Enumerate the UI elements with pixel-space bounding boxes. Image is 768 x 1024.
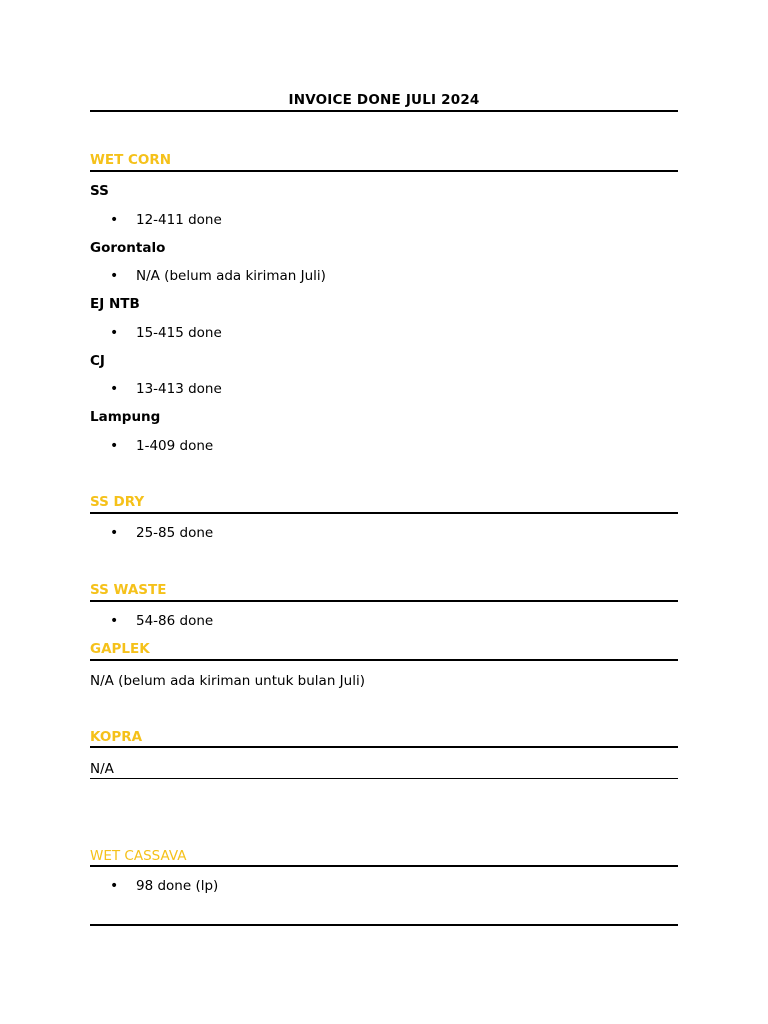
bullet-icon: • (110, 381, 119, 397)
list-item (110, 878, 218, 894)
bullet-icon: • (110, 613, 119, 629)
section-divider (90, 600, 678, 602)
list-item-text: 1-409 done (136, 438, 214, 454)
group-label-lampung: Lampung (90, 409, 161, 425)
group-label-cj: CJ (90, 353, 105, 369)
group-label-gorontalo: Gorontalo (90, 240, 166, 256)
bullet-icon: • (110, 525, 119, 541)
section-heading-kopra: KOPRA (90, 729, 143, 745)
gaplek-text: N/A (belum ada kiriman untuk bulan Juli) (90, 673, 365, 689)
bullet-icon: • (110, 438, 119, 454)
list-item-text: N/A (belum ada kiriman Juli) (136, 268, 326, 284)
group-label-ss: SS (90, 183, 109, 199)
list-item (110, 325, 222, 341)
list-item (110, 613, 213, 629)
list-item-text: 25-85 done (136, 525, 214, 541)
page-title: INVOICE DONE JULI 2024 (288, 92, 480, 108)
section-heading-ss-waste: SS WASTE (90, 582, 167, 598)
section-heading-wet-corn: WET CORN (90, 152, 172, 168)
bullet-icon: • (110, 268, 119, 284)
section-heading-ss-dry: SS DRY (90, 494, 145, 510)
end-divider (90, 924, 678, 926)
list-item-text: 12-411 done (136, 212, 222, 228)
kopra-underline (90, 778, 678, 779)
kopra-text: N/A (90, 761, 114, 777)
section-heading-wet-cassava: WET CASSAVA (90, 848, 187, 864)
list-item-text: 13-413 done (136, 381, 222, 397)
group-label-ej-ntb: EJ NTB (90, 296, 140, 312)
list-item-text: 54-86 done (136, 613, 214, 629)
list-item (110, 268, 326, 284)
bullet-icon: • (110, 878, 119, 894)
section-divider (90, 512, 678, 514)
list-item (110, 438, 213, 454)
section-divider (90, 865, 678, 867)
bullet-icon: • (110, 325, 119, 341)
section-divider (90, 659, 678, 661)
list-item (110, 525, 213, 541)
bullet-icon: • (110, 212, 119, 228)
list-item-text: 15-415 done (136, 325, 222, 341)
section-divider (90, 170, 678, 172)
section-heading-gaplek: GAPLEK (90, 641, 150, 657)
list-item (110, 381, 222, 397)
list-item (110, 212, 222, 228)
section-divider (90, 746, 678, 748)
title-divider (90, 110, 678, 112)
list-item-text: 98 done (lp) (136, 878, 219, 894)
